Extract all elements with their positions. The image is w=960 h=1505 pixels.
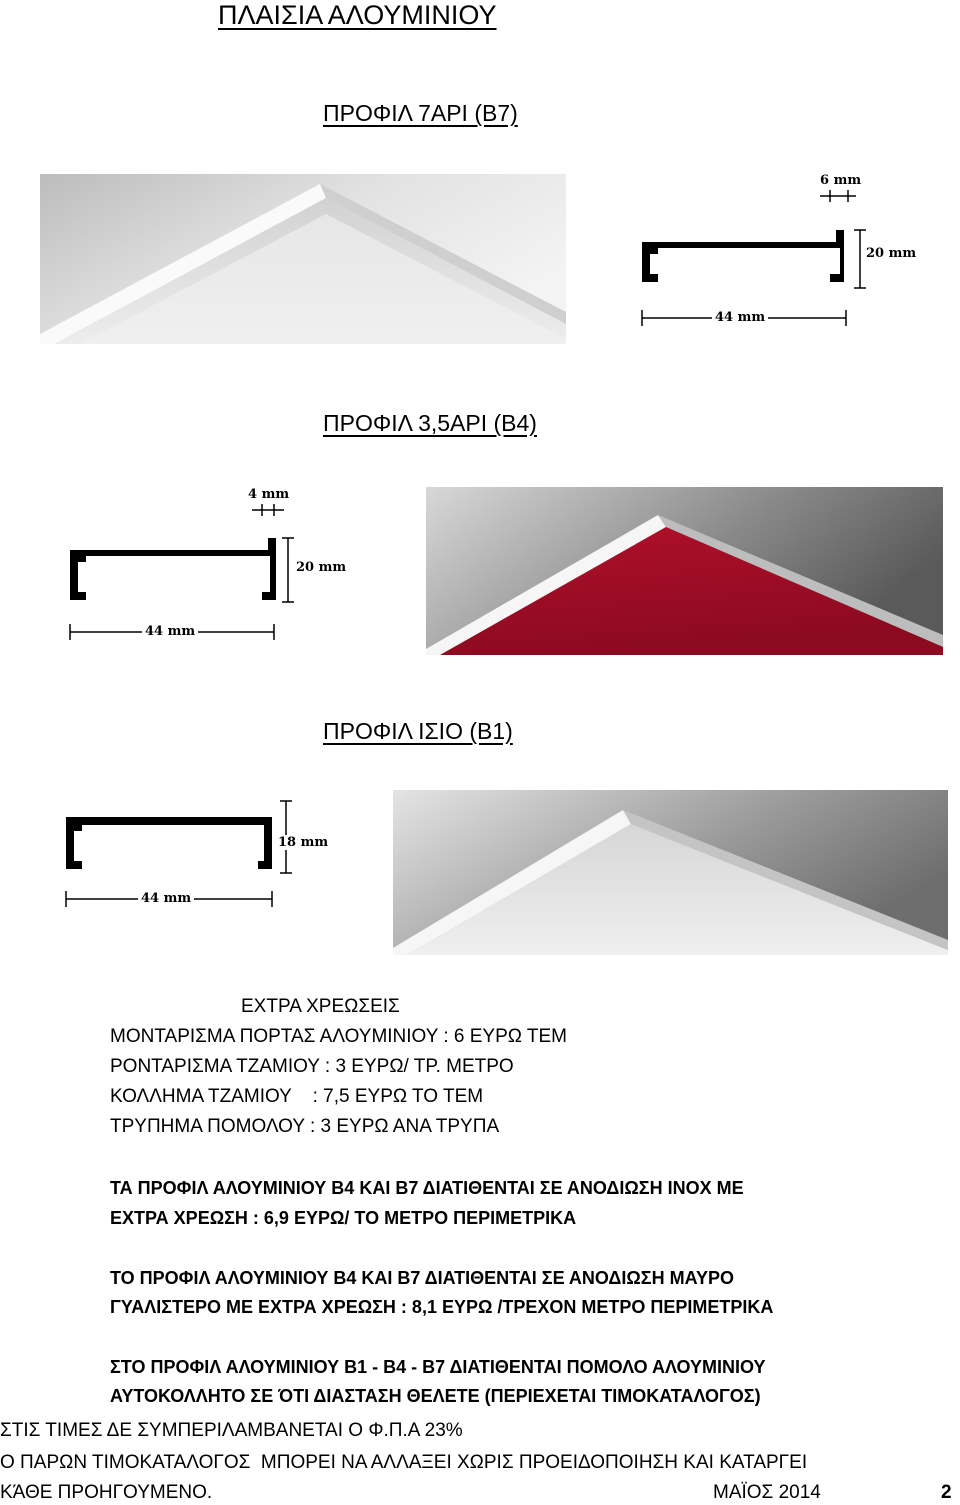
profile-b4-title: ΠΡΟΦΙΛ 3,5ΑΡΙ (Β4) — [323, 410, 537, 436]
extras-item: ΚΟΛΛΗΜΑ ΤΖΑΜΙΟΥ : 7,5 ΕΥΡΩ ΤΟ ΤΕΜ — [110, 1086, 484, 1107]
footer-disclaimer: Ο ΠΑΡΩΝ ΤΙΜΟΚΑΤΑΛΟΓΟΣ ΜΠΟΡΕΙ ΝΑ ΑΛΛΑΞΕΙ ΧΩΡΙΣ ΠΡΟΕΙΔΟΠΟΙΗΣΗ ΚΑΙ ΚΑΤΑΡΓΕΙ — [0, 1452, 808, 1473]
profile-b7-dim-top: 6 mm — [820, 173, 862, 188]
profile-b4-dim-top: 4 mm — [248, 487, 290, 502]
profile-b1-photo — [393, 790, 948, 955]
note-inox-line2: ΕΧΤΡΑ ΧΡΕΩΣΗ : 6,9 ΕΥΡΩ/ ΤΟ ΜΕΤΡΟ ΠΕΡΙΜΕΤΡΙΚΑ — [110, 1208, 577, 1228]
profile-b1-dim-side: 18 mm — [278, 835, 329, 850]
profile-b7-diagram — [630, 170, 940, 335]
profile-b4-diagram — [62, 482, 382, 647]
profile-b7-dim-bottom: 44 mm — [712, 310, 768, 325]
extras-item: ΡΟΝΤΑΡΙΣΜΑ ΤΖΑΜΙΟΥ : 3 ΕΥΡΩ/ ΤΡ. ΜΕΤΡΟ — [110, 1056, 514, 1077]
profile-b1-title: ΠΡΟΦΙΛ ΙΣΙΟ (Β1) — [323, 718, 513, 744]
profile-b1-dim-bottom: 44 mm — [138, 891, 194, 906]
profile-b1-diagram — [62, 795, 362, 915]
extras-item: ΜΟΝΤΑΡΙΣΜΑ ΠΟΡΤΑΣ ΑΛΟΥΜΙΝΙΟΥ : 6 ΕΥΡΩ ΤΕΜ — [110, 1026, 567, 1047]
note-handle-line2: ΑΥΤΟΚΟΛΛΗΤΟ ΣΕ ΌΤΙ ΔΙΑΣΤΑΣΗ ΘΕΛΕΤΕ (ΠΕΡΙΕΧΕΤΑΙ ΤΙΜΟΚΑΤΑΛΟΓΟΣ) — [110, 1386, 761, 1406]
page-number: 2 — [941, 1482, 952, 1503]
note-black-line1: ΤΟ ΠΡΟΦΙΛ ΑΛΟΥΜΙΝΙΟΥ Β4 ΚΑΙ Β7 ΔΙΑΤΙΘΕΝΤΑΙ ΣΕ ΑΝΟΔΙΩΣΗ ΜΑΥΡΟ — [110, 1268, 734, 1288]
note-black-line2: ΓΥΑΛΙΣΤΕΡΟ ΜΕ ΕΧΤΡΑ ΧΡΕΩΣΗ : 8,1 ΕΥΡΩ /ΤΡΕΧΟΝ ΜΕΤΡΟ ΠΕΡΙΜΕΤΡΙΚΑ — [110, 1297, 774, 1317]
profile-b7-title: ΠΡΟΦΙΛ 7ΑΡΙ (Β7) — [323, 100, 518, 126]
profile-b4-dim-bottom: 44 mm — [142, 624, 198, 639]
note-inox-line1: ΤΑ ΠΡΟΦΙΛ ΑΛΟΥΜΙΝΙΟΥ Β4 ΚΑΙ Β7 ΔΙΑΤΙΘΕΝΤΑΙ ΣΕ ΑΝΟΔΙΩΣΗ ΙΝΟΧ ΜΕ — [110, 1178, 744, 1198]
profile-b7-photo — [40, 174, 566, 344]
extras-item: ΤΡΥΠΗΜΑ ΠΟΜΟΛΟΥ : 3 ΕΥΡΩ ΑΝΑ ΤΡΥΠΑ — [110, 1116, 500, 1137]
profile-b4-dim-side: 20 mm — [296, 560, 347, 575]
footer-date: ΜΑΪΟΣ 2014 — [713, 1482, 821, 1503]
footer-vat-note: ΣΤΙΣ ΤΙΜΕΣ ΔΕ ΣΥΜΠΕΡΙΛΑΜΒΑΝΕΤΑΙ Ο Φ.Π.Α 23% — [0, 1420, 463, 1441]
extras-heading: ΕΧΤΡΑ ΧΡΕΩΣΕΙΣ — [241, 996, 400, 1017]
note-handle-line1: ΣΤΟ ΠΡΟΦΙΛ ΑΛΟΥΜΙΝΙΟΥ Β1 - Β4 - Β7 ΔΙΑΤΙΘΕΝΤΑΙ ΠΟΜΟΛΟ ΑΛΟΥΜΙΝΙΟΥ — [110, 1357, 766, 1377]
profile-b7-dim-side: 20 mm — [866, 246, 917, 261]
page-title: ΠΛΑΙΣΙΑ ΑΛΟΥΜΙΝΙΟΥ — [218, 0, 497, 30]
footer-disclaimer-end: ΚΆΘΕ ΠΡΟΗΓΟΥΜΕΝΟ. — [0, 1482, 213, 1503]
profile-b4-photo — [426, 487, 943, 655]
